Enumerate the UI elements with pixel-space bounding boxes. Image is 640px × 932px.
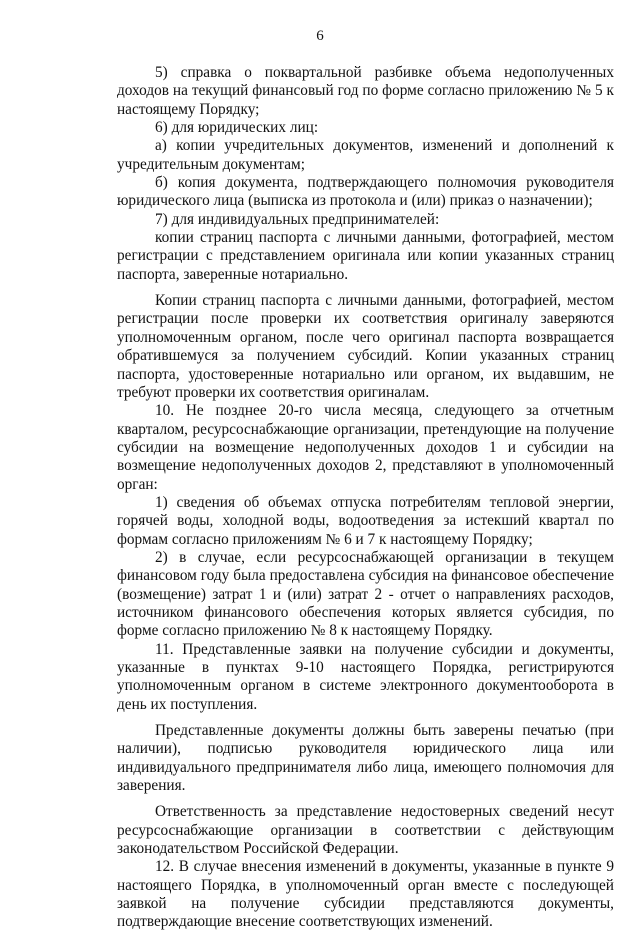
paragraph-certification: Представленные документы должны быть заверены печатью (при наличии), подписью руководителя юридического лица или индивидуального предпринимателя либо лица, имеющего полномочия для заверения. — [117, 722, 614, 795]
paragraph-clause-11: 11. Представленные заявки на получение субсидии и документы, указанные в пунктах 9-10 настоящего Порядка, регистрируются уполномоченным органом в системе электронного документооборота в день их поступления. — [117, 640, 614, 713]
paragraph-clause-10: 10. Не позднее 20-го числа месяца, следующего за отчетным кварталом, ресурсоснабжающие организации, претендующие на получение субсидии на возмещение недополученных доходов 1 и субсидии на возмещение недополученных доходов 2, представляют в уполномоченный орган: — [117, 402, 614, 493]
paragraph-clause-10-1: 1) сведения об объемах отпуска потребителям тепловой энергии, горячей воды, холодной воды, водоотведения за истекший квартал по формам согласно приложениям № 6 и 7 к настоящему Порядку; — [117, 493, 614, 548]
paragraph-item-6b: б) копия документа, подтверждающего полномочия руководителя юридического лица (выписка из протокола и (или) приказ о назначении); — [117, 174, 614, 210]
paragraph-clause-12: 12. В случае внесения изменений в документы, указанные в пункте 9 настоящего Порядка, в уполномоченный орган вместе с последующей заявкой на получение субсидии представляются документы, подтверждающие внесение соответствующих изменений. — [117, 858, 614, 931]
paragraph-passport-copies: Копии страниц паспорта с личными данными, фотографией, местом регистрации после проверки их соответствия оригиналу заверяются уполномоченным органом, после чего оригинал паспорта возвращается обратившемуся за получением субсидий. Копии указанных страниц паспорта, удостоверенные нотариально или органом, их выдавшим, не требуют проверки их соответствия оригиналам. — [117, 292, 614, 401]
paragraph-item-6: 6) для юридических лиц: — [155, 119, 319, 137]
page-number: 6 — [316, 28, 324, 44]
paragraph-item-7-text: копии страниц паспорта с личными данными, фотографией, местом регистрации с представлением оригинала или копии указанных страниц паспорта, заверенные нотариально. — [117, 229, 614, 283]
paragraph-responsibility: Ответственность за представление недостоверных сведений несут ресурсоснабжающие организации в соответствии с действующим законодательством Российской Федерации. — [117, 803, 614, 858]
paragraph-clause-10-2: 2) в случае, если ресурсоснабжающей организации в текущем финансовом году была предоставлена субсидия на финансовое обеспечение (возмещение) затрат 1 и (или) затрат 2 - отчет о направлениях расходов, источником финансового обеспечения которых является субсидия, по форме согласно приложению № 8 к настоящему Порядку. — [117, 548, 614, 640]
paragraph-item-5: 5) справка о поквартальной разбивке объема недополученных доходов на текущий финансовый год по форме согласно приложению № 5 к настоящему Порядку; — [117, 64, 614, 118]
paragraph-item-6a: а) копии учредительных документов, изменений и дополнений к учредительным документам; — [117, 137, 614, 173]
document-body — [117, 64, 614, 932]
paragraph-item-7: 7) для индивидуальных предпринимателей: — [155, 210, 440, 228]
